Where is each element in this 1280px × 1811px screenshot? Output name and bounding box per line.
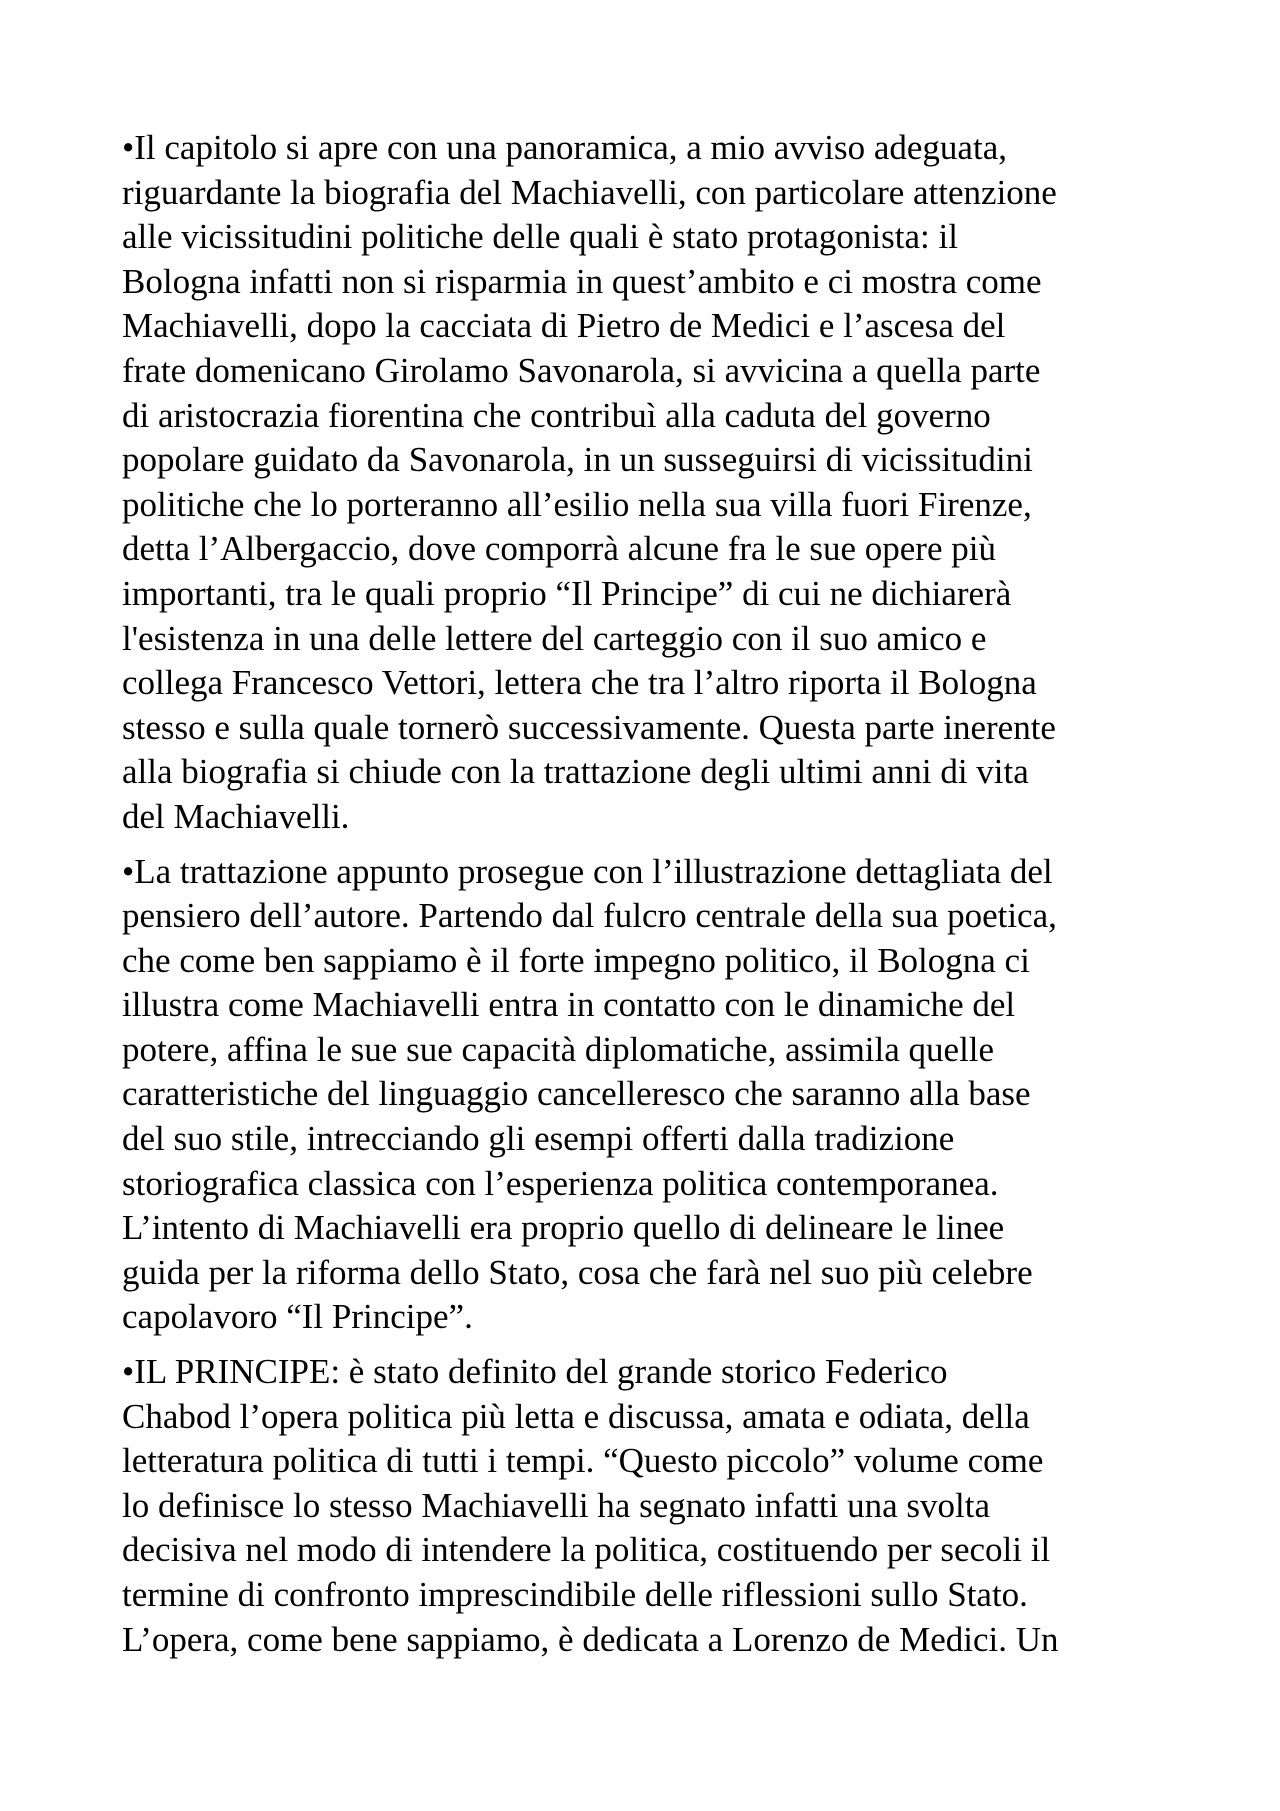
text-line: guida per la riforma dello Stato, cosa che farà nel suo più celebre (122, 1252, 1033, 1292)
text-line: di aristocrazia fiorentina che contribuì alla caduta del governo (122, 395, 991, 435)
text-line: lo definisce lo stesso Machiavelli ha segnato infatti una svolta (122, 1485, 990, 1525)
text-line: del suo stile, intrecciando gli esempi offerti dalla tradizione (122, 1119, 955, 1159)
text-line: termine di confronto imprescindibile delle riflessioni sullo Stato. (122, 1575, 1028, 1614)
text-line: alla biografia si chiude con la trattazione degli ultimi anni di vita (122, 752, 1029, 792)
text-line: potere, affina le sue sue capacità diplomatiche, assimila quelle (122, 1029, 995, 1069)
text-line: l'esistenza in una delle lettere del carteggio con il suo amico e (122, 618, 987, 658)
text-line: stesso e sulla quale tornerò successivamente. Questa parte inerente (122, 707, 1056, 747)
paragraph-principe (122, 1350, 1182, 1662)
text-line: detta l’Albergaccio, dove comporrà alcune fra le sue opere più (122, 529, 996, 569)
text-line: riguardante la biografia del Machiavelli, con particolare attenzione (122, 172, 1057, 212)
text-line: che come ben sappiamo è il forte impegno politico, il Bologna ci (122, 940, 1030, 980)
text-line: frate domenicano Girolamo Savonarola, si avvicina a quella parte (122, 350, 1041, 390)
text-line: politiche che lo porteranno all’esilio nella sua villa fuori Firenze, (122, 484, 1032, 524)
document-page (122, 126, 1182, 1672)
text-line: •Il capitolo si apre con una panoramica, a mio avviso adeguata, (122, 128, 1007, 167)
text-line: Chabod l’opera politica più letta e discussa, amata e odiata, della (122, 1396, 1030, 1436)
text-line: del Machiavelli. (122, 796, 350, 836)
text-line: •IL PRINCIPE: è stato definito del grande storico Federico (122, 1352, 948, 1392)
text-line: collega Francesco Vettori, lettera che tra l’altro riporta il Bologna (122, 663, 1037, 703)
text-line: popolare guidato da Savonarola, in un susseguirsi di vicissitudini (122, 440, 1033, 480)
text-line: Bologna infatti non si risparmia in quest’ambito e ci mostra come (122, 261, 1042, 301)
paragraph-biography (122, 126, 1182, 840)
text-line: pensiero dell’autore. Partendo dal fulcro centrale della sua poetica, (122, 896, 1057, 936)
text-line: storiografica classica con l’esperienza politica contemporanea. (122, 1163, 999, 1203)
text-line: •La trattazione appunto prosegue con l’illustrazione dettagliata del (122, 851, 1053, 891)
text-line: caratteristiche del linguaggio cancelleresco che saranno alla base (122, 1074, 1031, 1114)
text-line: illustra come Machiavelli entra in contatto con le dinamiche del (122, 985, 1016, 1025)
paragraph-thought (122, 850, 1182, 1341)
text-line: capolavoro “Il Principe”. (122, 1297, 473, 1337)
text-line: alle vicissitudini politiche delle quali è stato protagonista: il (122, 217, 958, 257)
text-line: letteratura politica di tutti i tempi. “Questo piccolo” volume come (122, 1441, 1044, 1481)
text-line: L’intento di Machiavelli era proprio quello di delineare le linee (122, 1208, 1005, 1248)
text-line: decisiva nel modo di intendere la politica, costituendo per secoli il (122, 1530, 1051, 1570)
text-line: L’opera, come bene sappiamo, è dedicata a Lorenzo de Medici. Un (122, 1619, 1059, 1659)
text-line: Machiavelli, dopo la cacciata di Pietro de Medici e l’ascesa del (122, 306, 1006, 346)
text-line: importanti, tra le quali proprio “Il Principe” di cui ne dichiarerà (122, 573, 1012, 613)
